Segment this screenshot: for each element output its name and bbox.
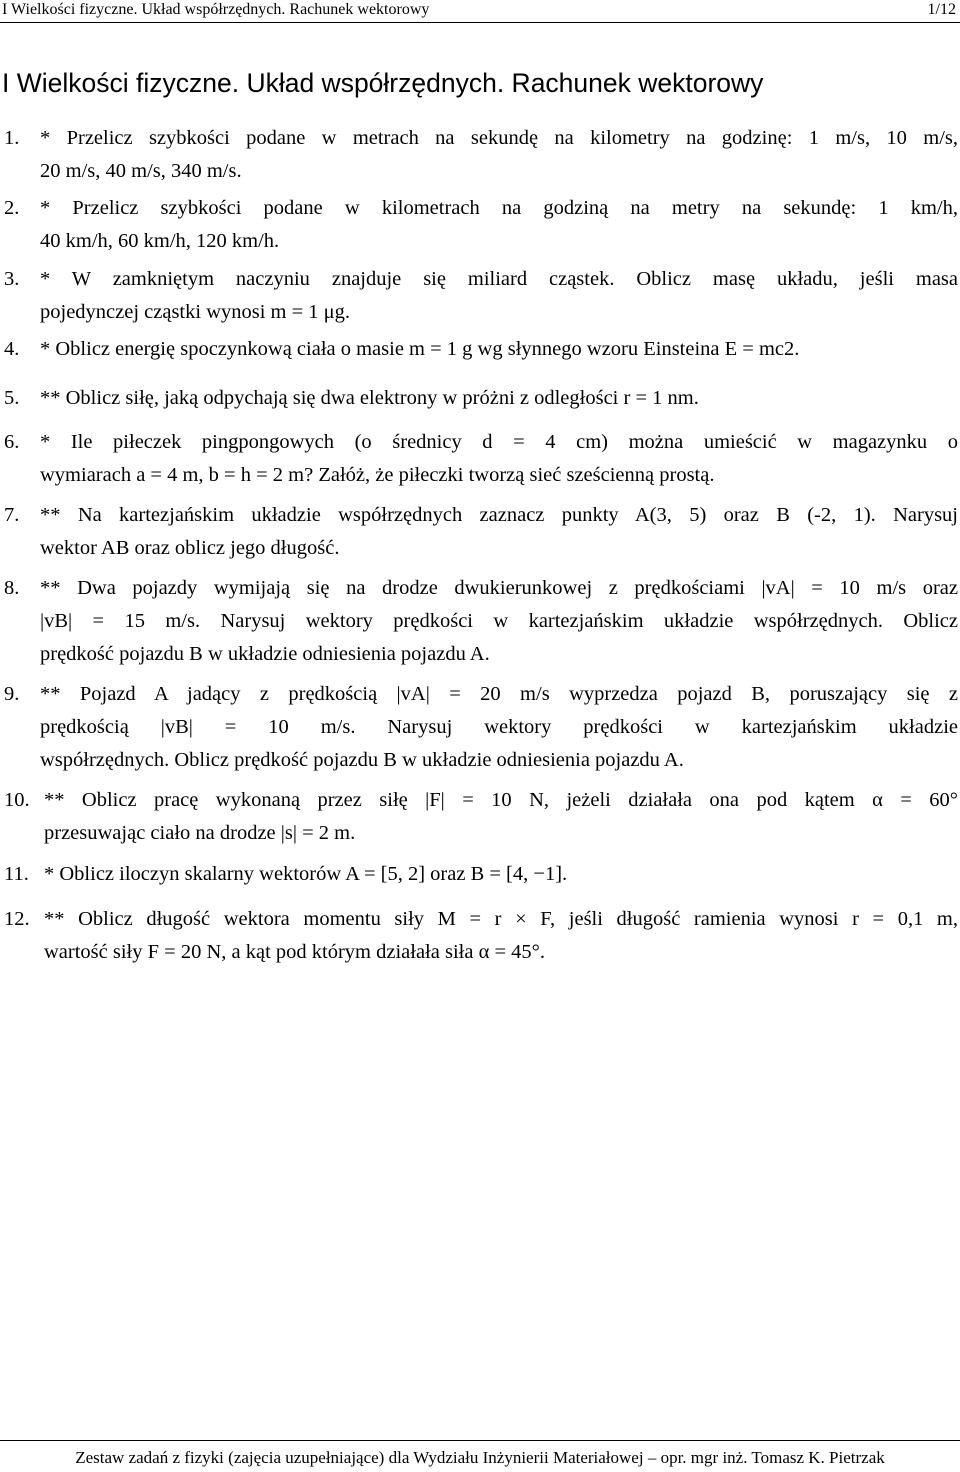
- problem-line: * Przelicz szybkości podane w kilometrach na godziną na metry na sekundę: 1 km/h,: [40, 197, 958, 219]
- footer-divider: [0, 1440, 960, 1441]
- problem-line: wektor AB oraz oblicz jego długość.: [40, 537, 340, 559]
- problem-line: przesuwając ciało na drodze |s| = 2 m.: [44, 822, 356, 844]
- problem-line: * Oblicz energię spoczynkową ciała o masie m = 1 g wg słynnego wzoru Einsteina E = mc2.: [40, 338, 800, 360]
- problem-number: 10.: [4, 789, 30, 811]
- problem-line: pojedynczej cząstki wynosi m = 1 μg.: [40, 301, 351, 323]
- problem-number: 12.: [4, 908, 30, 930]
- header-divider: [0, 22, 960, 23]
- page-footer: Zestaw zadań z fizyki (zajęcia uzupełniające) dla Wydziału Inżynierii Materiałowej – opr. mgr inż. Tomasz K. Pietrzak: [75, 1448, 885, 1467]
- problem-number: 2.: [4, 197, 20, 219]
- problem-number: 8.: [4, 577, 20, 599]
- problem-line: ** Pojazd A jadący z prędkością |vA| = 20 m/s wyprzedza pojazd B, poruszający się z: [40, 683, 958, 705]
- problem-line: 20 m/s, 40 m/s, 340 m/s.: [40, 160, 242, 182]
- problem-line: ** Na kartezjańskim układzie współrzędnych zaznacz punkty A(3, 5) oraz B (-2, 1). Narysuj: [40, 504, 958, 526]
- problem-number: 9.: [4, 683, 20, 705]
- problem-number: 5.: [4, 387, 20, 409]
- header-title: I Wielkości fizyczne. Układ współrzędnych. Rachunek wektorowy: [2, 1, 430, 18]
- problem-number: 6.: [4, 431, 20, 453]
- problem-number: 11.: [4, 863, 29, 885]
- problem-number: 7.: [4, 504, 20, 526]
- problem-line: ** Oblicz długość wektora momentu siły M = r × F, jeśli długość ramienia wynosi r = 0,1 m,: [44, 908, 958, 930]
- problem-line: współrzędnych. Oblicz prędkość pojazdu B w układzie odniesienia pojazdu A.: [40, 749, 684, 771]
- problem-line: * Ile piłeczek pingpongowych (o średnicy d = 4 cm) można umieścić w magazynku o: [40, 431, 958, 453]
- page-number: 1/12: [927, 1, 956, 18]
- problem-line: * Przelicz szybkości podane w metrach na sekundę na kilometry na godzinę: 1 m/s, 10 m/s,: [40, 127, 958, 149]
- problem-line: prędkością |vB| = 10 m/s. Narysuj wektory prędkości w kartezjańskim układzie: [40, 716, 958, 738]
- problem-line: * W zamkniętym naczyniu znajduje się miliard cząstek. Oblicz masę układu, jeśli masa: [40, 268, 958, 290]
- problem-line: * Oblicz iloczyn skalarny wektorów A = [5, 2] oraz B = [4, −1].: [44, 863, 568, 885]
- page-header: [0, 0, 960, 22]
- problem-line: prędkość pojazdu B w układzie odniesienia pojazdu A.: [40, 643, 490, 665]
- problem-line: |vB| = 15 m/s. Narysuj wektory prędkości w kartezjańskim układzie współrzędnych. Oblicz: [40, 610, 958, 632]
- problem-line: wymiarach a = 4 m, b = h = 2 m? Załóż, że piłeczki tworzą sieć sześcienną prostą.: [40, 464, 715, 486]
- problem-number: 1.: [4, 127, 20, 149]
- problem-line: ** Oblicz pracę wykonaną przez siłę |F| = 10 N, jeżeli działała ona pod kątem α = 60°: [44, 789, 958, 811]
- problem-number: 3.: [4, 268, 20, 290]
- problem-line: wartość siły F = 20 N, a kąt pod którym działała siła α = 45°.: [44, 941, 545, 963]
- problem-number: 4.: [4, 338, 20, 360]
- problem-line: ** Dwa pojazdy wymijają się na drodze dwukierunkowej z prędkościami |vA| = 10 m/s oraz: [40, 577, 958, 599]
- problem-line: ** Oblicz siłę, jaką odpychają się dwa elektrony w próżni z odległości r = 1 nm.: [40, 387, 699, 409]
- section-heading: I Wielkości fizyczne. Układ współrzędnych. Rachunek wektorowy: [2, 68, 764, 98]
- problem-line: 40 km/h, 60 km/h, 120 km/h.: [40, 230, 280, 252]
